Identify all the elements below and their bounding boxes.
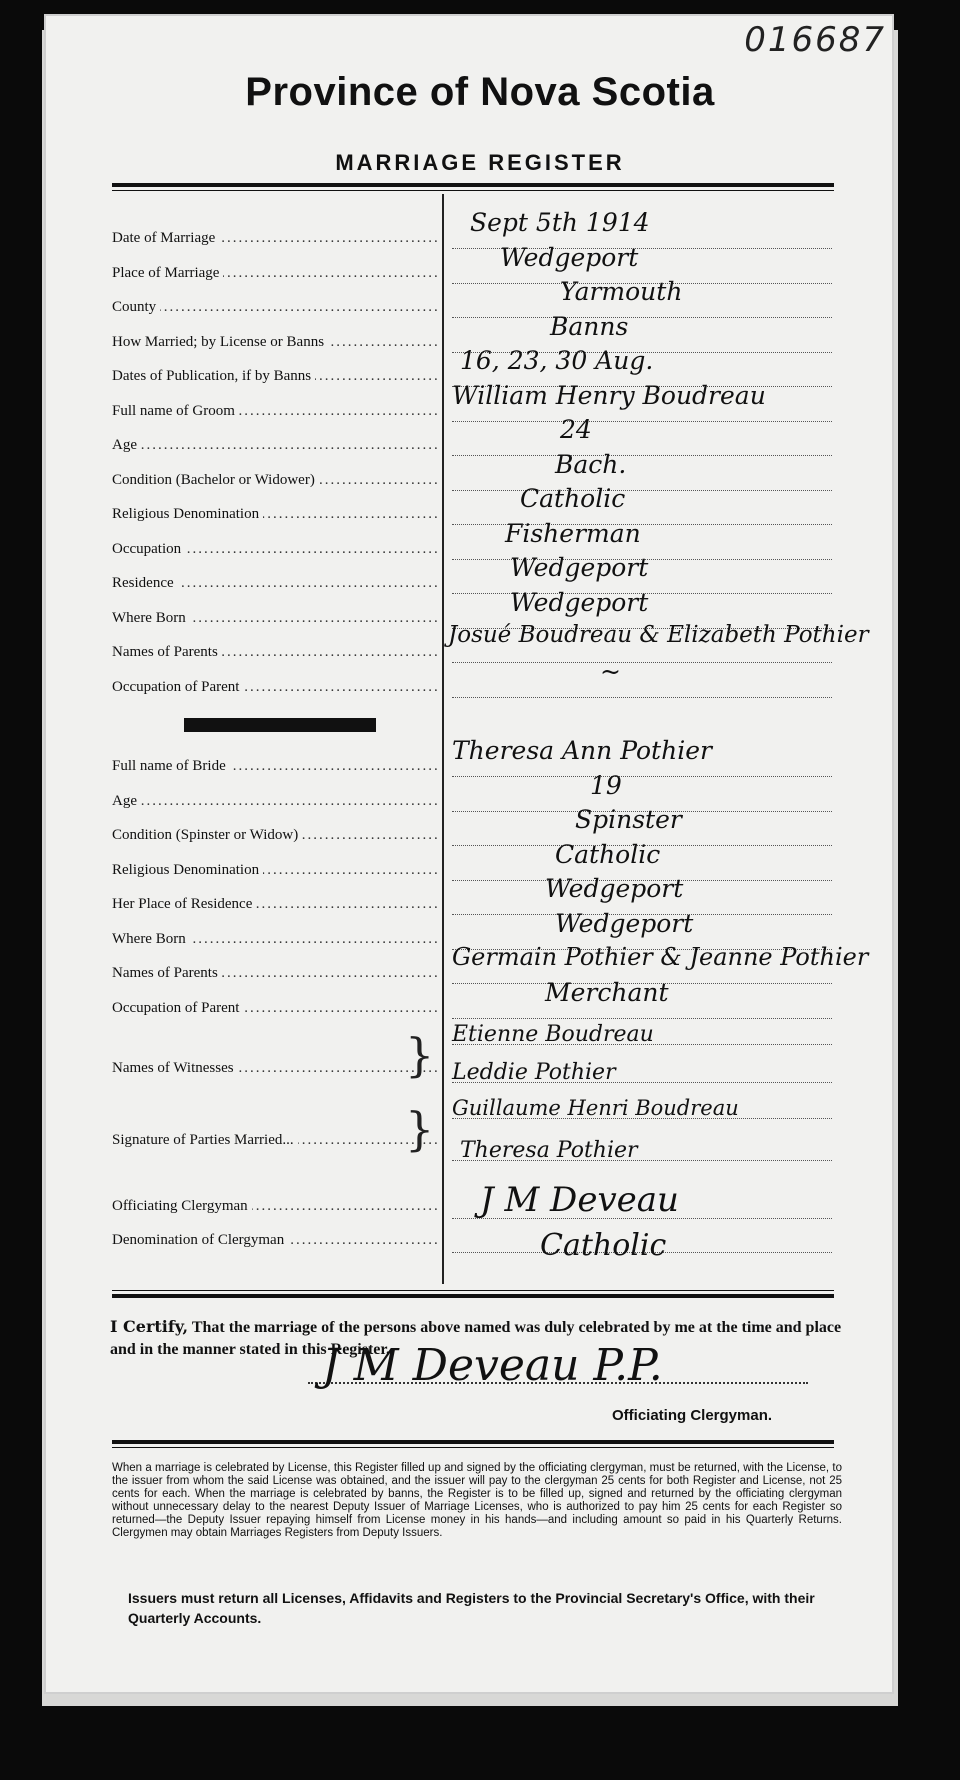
groom-label-1: Place of Marriage ..... bbox=[112, 265, 437, 282]
register-number: 016687 bbox=[744, 20, 886, 60]
witnesses-brace: } bbox=[405, 1028, 435, 1082]
bride-label-5: Where Born ..... bbox=[112, 931, 437, 948]
witness-2: Leddie Pothier bbox=[452, 1060, 616, 1085]
groom-label-10: Residence ..... bbox=[112, 575, 437, 592]
groom-value-1: Wedgeport bbox=[500, 242, 639, 272]
bride-value-0: Theresa Ann Pothier bbox=[452, 736, 712, 765]
groom-label-0: Date of Marriage ..... bbox=[112, 230, 437, 247]
groom-label-9: Occupation ..... bbox=[112, 541, 437, 558]
groom-label-7: Condition (Bachelor or Widower) ..... bbox=[112, 472, 437, 489]
groom-label-4: Dates of Publication, if by Banns ..... bbox=[112, 368, 437, 385]
page-subtitle: MARRIAGE REGISTER bbox=[335, 150, 625, 175]
groom-value-11: Wedgeport bbox=[510, 587, 649, 617]
header-rule-bottom bbox=[112, 190, 834, 191]
signatures-brace: } bbox=[405, 1102, 435, 1156]
groom-value-line-6 bbox=[452, 429, 832, 456]
certify-rule-top-thick bbox=[112, 1294, 834, 1298]
clergy-signature-caption: Officiating Clergyman. bbox=[612, 1407, 773, 1424]
clergyman-label: Officiating Clergyman ..... bbox=[112, 1198, 437, 1215]
groom-label-2: County ..... bbox=[112, 299, 437, 316]
groom-value-8: Catholic bbox=[520, 484, 626, 513]
groom-value-4: 16, 23, 30 Aug. bbox=[460, 346, 654, 375]
groom-label-6: Age ..... bbox=[112, 437, 437, 454]
bride-value-5: Wedgeport bbox=[555, 908, 694, 938]
groom-value-9: Fisherman bbox=[505, 518, 641, 548]
groom-value-6: 24 bbox=[560, 415, 592, 444]
bride-label-6: Names of Parents ..... bbox=[112, 965, 437, 982]
groom-label-12: Names of Parents ..... bbox=[112, 644, 437, 661]
groom-value-3: Banns bbox=[550, 311, 629, 341]
bride-value-7: Merchant bbox=[545, 977, 669, 1007]
groom-label-3: How Married; by License or Banns ..... bbox=[112, 334, 437, 351]
clergy-denomination-value: Catholic bbox=[540, 1228, 667, 1263]
certify-lead: I Certify, bbox=[110, 1317, 189, 1336]
groom-value-12: Josué Boudreau & Elizabeth Pothier bbox=[448, 622, 869, 648]
groom-label-5: Full name of Groom ..... bbox=[112, 403, 437, 420]
bride-value-2: Spinster bbox=[575, 805, 682, 834]
bride-label-2: Condition (Spinster or Widow) ..... bbox=[112, 827, 437, 844]
clergy-denomination-label: Denomination of Clergyman ..... bbox=[112, 1232, 437, 1249]
bride-label-3: Religious Denomination ..... bbox=[112, 862, 437, 879]
signature-bride: Theresa Pothier bbox=[460, 1138, 638, 1163]
bride-value-1: 19 bbox=[590, 770, 622, 800]
footer-instructions: Issuers must return all Licenses, Affidavits and Registers to the Provincial Secretary's Office, with their Quarterly Accounts. bbox=[128, 1590, 815, 1626]
groom-label-11: Where Born ..... bbox=[112, 610, 437, 627]
signature-groom: Guillaume Henri Boudreau bbox=[452, 1096, 739, 1120]
groom-value-line-7 bbox=[452, 464, 832, 491]
witness-1: Etienne Boudreau bbox=[452, 1022, 654, 1047]
groom-value-line-13 bbox=[452, 671, 832, 698]
page-title: Province of Nova Scotia bbox=[245, 70, 715, 114]
section-separator bbox=[184, 718, 376, 732]
groom-value-7: Bach. bbox=[555, 449, 627, 479]
bride-label-4: Her Place of Residence ..... bbox=[112, 896, 437, 913]
notes-rule-thin bbox=[112, 1447, 834, 1448]
bride-value-6: Germain Pothier & Jeanne Pothier bbox=[452, 943, 869, 971]
clergyman-value: J M Deveau bbox=[480, 1180, 679, 1220]
groom-value-2: Yarmouth bbox=[560, 277, 683, 306]
groom-value-5: William Henry Boudreau bbox=[452, 380, 766, 410]
groom-label-13: Occupation of Parent ..... bbox=[112, 679, 437, 696]
bride-label-1: Age ..... bbox=[112, 793, 437, 810]
signatures-label: Signature of Parties Married... ..... bbox=[112, 1132, 437, 1149]
instructions-text: When a marriage is celebrated by License, this Register filled up and signed by the officiating clergyman, must be returned, with the License, to the issuer from whom the said License was obtained, and the issuer will pay to the clergyman 25 cents for both Register and License, not 25 cents for each. When the marriage is celebrated by banns, the Register is to be filled up, signed and returned by the officiating clergyman without unnecessary delay to the nearest Deputy Issuer of Marriage Licenses, who is authorized to pay him 25 cents for each Register so returned—the Deputy Issuer repaying himself from License money in his hands—and including amount so paid in his Quarterly Returns. Clergymen may obtain Marriages Registers from Deputy Issuers. bbox=[112, 1462, 842, 1539]
clergy-signature: J M Deveau P.P. bbox=[322, 1340, 663, 1391]
header-rule-top bbox=[112, 183, 834, 187]
bride-label-0: Full name of Bride ..... bbox=[112, 758, 437, 775]
bride-value-4: Wedgeport bbox=[545, 874, 684, 903]
certify-rule-top bbox=[112, 1290, 834, 1291]
bride-value-3: Catholic bbox=[555, 839, 661, 869]
witnesses-label: Names of Witnesses ..... bbox=[112, 1060, 437, 1077]
column-divider bbox=[442, 194, 444, 1284]
groom-label-8: Religious Denomination ..... bbox=[112, 506, 437, 523]
certify-text: That the marriage of the persons above named was duly celebrated by me at the time and place and in the manner stated in this Register. bbox=[110, 1319, 842, 1358]
groom-value-0: Sept 5th 1914 bbox=[470, 208, 650, 237]
groom-value-13: ~ bbox=[600, 656, 621, 686]
groom-value-10: Wedgeport bbox=[510, 553, 649, 582]
bride-label-7: Occupation of Parent ..... bbox=[112, 1000, 437, 1017]
notes-rule-thick bbox=[112, 1440, 834, 1444]
